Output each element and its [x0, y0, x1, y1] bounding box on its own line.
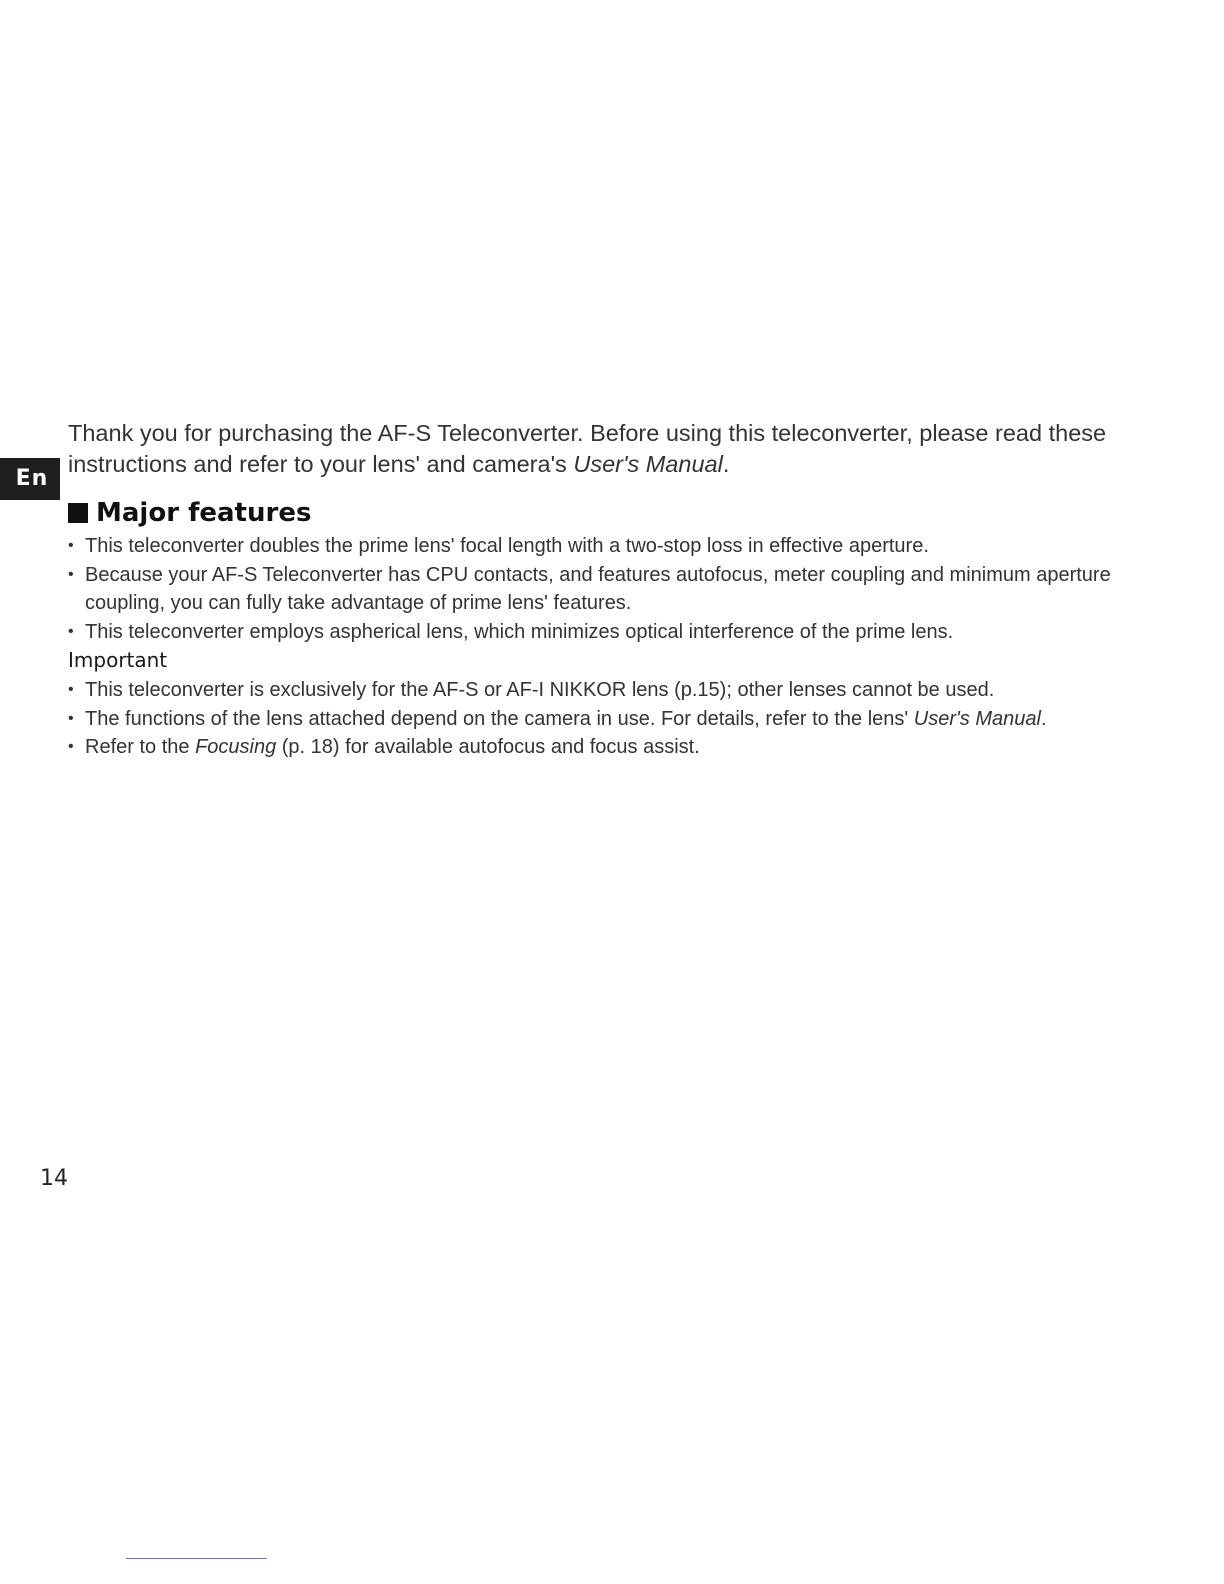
list-item-text-end: . — [1040, 707, 1047, 730]
list-item — [68, 733, 1158, 762]
list-item-text: This teleconverter employs aspherical lens, which minimizes optical interference of the prime lens. — [85, 620, 954, 643]
square-bullet-icon — [68, 503, 88, 523]
language-tab: En — [0, 458, 60, 500]
list-item — [68, 532, 1158, 561]
list-item — [68, 676, 1158, 705]
bullet-dot-icon: • — [68, 681, 74, 698]
major-features-heading-text: Major features — [96, 498, 312, 528]
focusing-reference: Focusing — [195, 736, 277, 758]
intro-text: Thank you for purchasing the AF-S Teleconverter. Before using this teleconverter, please read these instructions and refer to your lens' and camera's — [68, 420, 1107, 477]
footer-divider — [126, 1558, 267, 1559]
bullet-dot-icon: • — [68, 738, 74, 755]
bullet-dot-icon: • — [68, 537, 74, 554]
intro-paragraph — [68, 418, 1158, 480]
manual-title: User's Manual — [913, 707, 1041, 730]
list-item-text-end: (p. 18) for available autofocus and focus assist. — [276, 736, 700, 758]
page-number: 14 — [40, 1166, 68, 1191]
list-item-text: Because your AF-S Teleconverter has CPU contacts, and features autofocus, meter coupling and minimum aperture coupling, you can fully take advantage of prime lens' features. — [85, 563, 1111, 614]
major-features-list — [68, 532, 1158, 646]
list-item — [68, 618, 1158, 647]
list-item-text: Refer to the — [85, 736, 196, 758]
bullet-dot-icon: • — [68, 709, 74, 727]
bullet-dot-icon: • — [68, 565, 74, 583]
important-list — [68, 676, 1158, 762]
list-item-text: This teleconverter is exclusively for the AF-S or AF-I NIKKOR lens (p.15); other lenses cannot be used. — [85, 679, 995, 701]
intro-text-end: . — [722, 451, 730, 477]
major-features-heading — [68, 496, 1158, 530]
bullet-dot-icon: • — [68, 622, 74, 640]
important-heading: Important — [68, 648, 168, 672]
list-item-text: This teleconverter doubles the prime lens' focal length with a two-stop loss in effective aperture. — [85, 535, 929, 557]
intro-manual-title: User's Manual — [573, 451, 723, 477]
page-content — [68, 418, 1158, 762]
list-item — [68, 561, 1158, 618]
list-item — [68, 705, 1158, 734]
list-item-text: The functions of the lens attached depend on the camera in use. For details, refer to the lens' — [85, 707, 914, 730]
